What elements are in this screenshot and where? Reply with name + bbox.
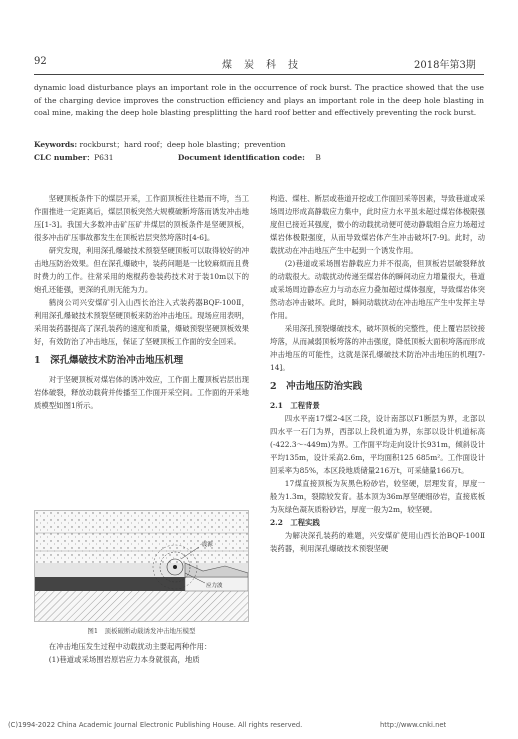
floor-strata	[35, 591, 248, 621]
seismic-source-point	[173, 565, 177, 569]
right-para-6: 为解决深孔装药的难题，兴安煤矿使用山西长治BQF-100Ⅱ装药器，利用深孔爆破技术预裂坚硬	[270, 531, 485, 553]
coal-seam	[35, 577, 185, 591]
clc-label: CLC number：	[34, 153, 95, 162]
right-para-3: 采用深孔预裂爆破技术，破坏顶板的完整性，使上覆岩层铰接垮落，从而减弱顶板垮落的冲击强度，降低顶板大面积垮落而形成冲击地压的可能性，这就是深孔爆破技术防治冲击地压的机理[7-14]。	[270, 324, 485, 372]
figure-1	[34, 510, 249, 622]
left-para-4: 对于坚硬顶板对煤岩体的诱冲效应，工作面上覆顶板岩层出现岩体破裂，释放动载荷并传播至工作面开采空间。工作面的开采地质模型如图1所示。	[34, 375, 249, 410]
doc-code-label: Document identification code:	[177, 153, 305, 162]
figure-1-caption: 图1 顶板破断动载诱发冲击地压模型	[87, 627, 196, 635]
left-para-3: 鹤岗公司兴安煤矿引入山西长治注入式装药器BQF-100Ⅱ，利用深孔爆破技术预裂坚硬顶板来防治冲击地压。现场应用表明，采用装药器提高了深孔装药的速度和质量，爆破预裂坚硬顶板效果好，有效防治了冲击地压，保证了坚硬顶板工作面的安全回采。	[34, 298, 249, 346]
figure-label-wave: 应力波	[206, 583, 223, 589]
figure-1-diagram	[35, 511, 248, 621]
clc-value: P631	[94, 153, 114, 162]
right-para-5: 17煤直接顶板为灰黑色粉砂岩，较坚硬，层理发育，厚度一般为1.3m，裂隙较发育。基本顶为36m厚坚硬细砂岩，直接底板为灰绿色凝灰质粉砂岩，厚度一般为2m，较坚硬。	[270, 479, 485, 514]
left-para-1: 坚硬顶板条件下的煤层开采，工作面顶板往往悬而不垮，当工作面推进一定距离后，煤层顶板突然大规模破断垮落而诱发冲击地压[1-3]。我国大多数冲击矿压矿井煤层的顶板条件是坚硬顶板，很多冲击矿压事故都发生在顶板岩层突然垮落时[4-6]。	[34, 194, 249, 242]
issue-label: 2018年第3期	[414, 60, 476, 71]
abstract-text: dynamic load disturbance plays an important role in the occurrence of rock burst. The practice showed that the use of the charging device improves the construction efficiency and plays an important role in the deep hole blasting in coal mine, making the deep hole blasting presplitting the hard roof better and effectively preventing the rock burst.	[34, 83, 484, 117]
figure-label-source: ·震源	[200, 542, 213, 548]
journal-title: 煤 炭 科 技	[222, 60, 299, 71]
keywords-label: Keywords:	[34, 140, 78, 149]
subsection-2-2-title: 2.2 工程实践	[270, 518, 320, 527]
left-column	[34, 192, 249, 412]
section-2-title: 2 冲击地压防治实践	[270, 381, 363, 392]
page-number: 92	[34, 56, 47, 67]
left-para-6: (1)巷道或采场围岩原岩应力本身就很高，地质	[48, 655, 200, 664]
right-column	[270, 192, 485, 555]
subsection-2-1-title: 2.1 工程背景	[270, 401, 320, 410]
section-1-title: 1 深孔爆破技术防治冲击地压机理	[34, 355, 184, 366]
footer-link[interactable]: http://www.cnki.net	[380, 721, 447, 729]
keywords-value: rockburst；hard roof；deep hole blasting；prevention	[79, 140, 286, 149]
right-para-2: (2)巷道或采场围岩静载应力并不很高，但顶板岩层破裂释放的动载很大。动载扰动传递至煤岩体的瞬间动应力增量很大，巷道或采场周边静态应力与动态应力叠加超过煤体强度，导致煤岩体突然动态冲击破坏。此时，瞬间动载扰动在冲击地压产生中发挥主导作用。	[270, 259, 485, 320]
overburden-strata	[35, 511, 248, 563]
keywords-line	[34, 139, 286, 150]
left-column-bottom	[34, 640, 249, 666]
right-para-1: 构造、煤柱、断层或巷道开挖或工作面回采等因素，导致巷道或采场周边形成高静载应力集中，此时应力水平虽未超过煤岩体极限强度但已接近其强度，微小的动载扰动便可使动静载组合应力场超过煤岩体极限强度，从而导致煤岩体产生冲击破坏[7-9]。此时，动载扰动在冲击地压产生中起到一个诱发作用。	[270, 194, 485, 255]
doc-code-value: B	[315, 153, 321, 162]
copyright-footer: (C)1994-2022 China Academic Journal Electronic Publishing House. All rights reserved.	[8, 721, 303, 729]
left-para-2: 研究发现，利用深孔爆破技术预裂坚硬顶板可以取得较好的冲击地压防治效果。但在深孔爆破中，装药问题是一比较麻烦而且费时费力的工作。往常采用的炮棍药卷装药技术对于装10m以下的炮孔还能强，更深的孔则无能为力。	[34, 246, 249, 294]
header-rule	[34, 74, 484, 75]
clc-line	[34, 152, 321, 163]
right-para-4: 四水平南17煤2-4区二段，设计南部以F1断层为界，北部以四水平一石门为界，西部以上段机道为界，东部以设计机道标高(-422.3～-449m)为界。工作面平均走向设计长931m，倾斜设计平均135m，设计采高2.6m，平均面积125 685m²。工作面设计回采率为85%，本区段地质储量216万t，可采储量166万t。	[270, 414, 485, 475]
left-para-5: 在冲击地压发生过程中动载扰动主要起两种作用：	[48, 642, 212, 651]
